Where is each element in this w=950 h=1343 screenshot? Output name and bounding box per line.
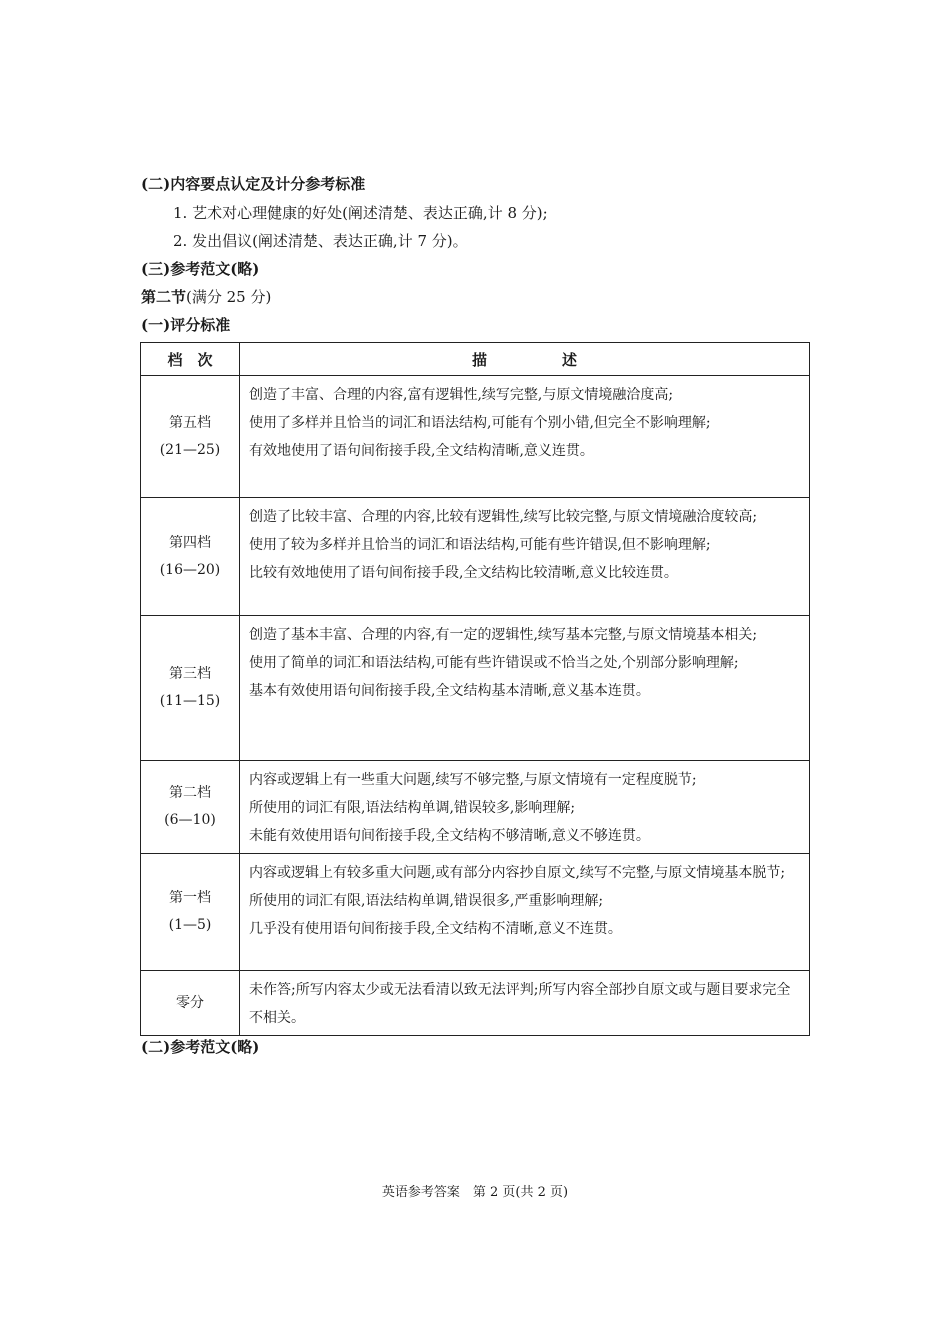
sample-essay-heading-2: (二)参考范文(略) [141, 1038, 260, 1056]
grade-name: 零分 [176, 994, 204, 1011]
grade-name: 第二档 [169, 785, 211, 801]
grade-cell [141, 616, 240, 761]
description-cell [240, 971, 810, 1036]
description-cell [240, 854, 810, 971]
header-grade: 档 次 [141, 343, 240, 376]
description-line: 使用了多样并且恰当的词汇和语法结构,可能有个别小错,但完全不影响理解; [249, 415, 711, 431]
grade-cell [141, 971, 240, 1036]
description-line: 有效地使用了语句间衔接手段,全文结构清晰,意义连贯。 [249, 443, 594, 459]
grade-name: 第五档 [169, 414, 211, 431]
description-cell [240, 761, 810, 854]
rubric-row-4 [141, 498, 810, 616]
rubric-table [140, 342, 810, 1036]
rubric-row-2 [141, 761, 810, 854]
page-footer: 英语参考答案 第 2 页(共 2 页) [381, 1185, 569, 1200]
description-line: 所使用的词汇有限,语法结构单调,错误较多,影响理解; [249, 800, 576, 816]
rubric-row-3 [141, 616, 810, 761]
grade-cell [141, 761, 240, 854]
description-line: 所使用的词汇有限,语法结构单调,错误很多,严重影响理解; [249, 893, 604, 909]
rubric-row-5 [141, 376, 810, 498]
description-cell [240, 616, 810, 761]
part2-score: (满分 25 分) [186, 288, 272, 306]
grade-range: (16—20) [159, 561, 221, 578]
grade-range: (1—5) [168, 917, 212, 933]
description-line: 内容或逻辑上有较多重大问题,或有部分内容抄自原文,续写不完整,与原文情境基本脱节; [249, 865, 786, 881]
description-line: 创造了基本丰富、合理的内容,有一定的逻辑性,续写基本完整,与原文情境基本相关; [249, 627, 758, 643]
description-line: 未能有效使用语句间衔接手段,全文结构不够清晰,意义不够连贯。 [249, 828, 650, 844]
description-cell [240, 376, 810, 498]
part2-title: 第二节 [141, 288, 187, 306]
grade-name: 第三档 [169, 666, 211, 682]
grade-cell [141, 376, 240, 498]
part2-heading [141, 287, 811, 307]
description-line: 基本有效使用语句间衔接手段,全文结构基本清晰,意义基本连贯。 [249, 683, 650, 699]
description-line: 使用了简单的词汇和语法结构,可能有些许错误或不恰当之处,个别部分影响理解; [249, 655, 739, 671]
description-cell [240, 498, 810, 616]
description-line: 几乎没有使用语句间衔接手段,全文结构不清晰,意义不连贯。 [249, 921, 622, 937]
content-point-1: 1. 艺术对心理健康的好处(阐述清楚、表达正确,计 8 分); [173, 204, 548, 222]
rubric-header-row [141, 343, 810, 376]
grade-name: 第四档 [169, 534, 211, 551]
description-line: 使用了较为多样并且恰当的词汇和语法结构,可能有些许错误,但不影响理解; [249, 537, 711, 553]
sample-essay-heading-1: (三)参考范文(略) [141, 260, 260, 278]
content-points-heading: (二)内容要点认定及计分参考标准 [141, 175, 366, 193]
grade-range: (11—15) [159, 693, 221, 709]
description-line: 比较有效地使用了语句间衔接手段,全文结构比较清晰,意义比较连贯。 [249, 565, 678, 581]
grade-cell [141, 498, 240, 616]
grade-cell [141, 854, 240, 971]
rubric-heading: (一)评分标准 [141, 316, 231, 334]
description-line: 内容或逻辑上有一些重大问题,续写不够完整,与原文情境有一定程度脱节; [249, 772, 697, 788]
rubric-row-1 [141, 854, 810, 971]
description-line: 未作答;所写内容太少或无法看清以致无法评判;所写内容全部抄自原文或与题目要求完全不相关。 [249, 982, 791, 1026]
grade-range: (21—25) [159, 441, 221, 458]
description-line: 创造了比较丰富、合理的内容,比较有逻辑性,续写比较完整,与原文情境融洽度较高; [249, 509, 758, 525]
rubric-row-0 [141, 971, 810, 1036]
description-line: 创造了丰富、合理的内容,富有逻辑性,续写完整,与原文情境融洽度高; [249, 387, 674, 403]
grade-range: (6—10) [164, 812, 216, 828]
grade-name: 第一档 [169, 890, 211, 906]
header-description: 描 述 [240, 343, 810, 376]
content-point-2: 2. 发出倡议(阐述清楚、表达正确,计 7 分)。 [173, 232, 468, 250]
